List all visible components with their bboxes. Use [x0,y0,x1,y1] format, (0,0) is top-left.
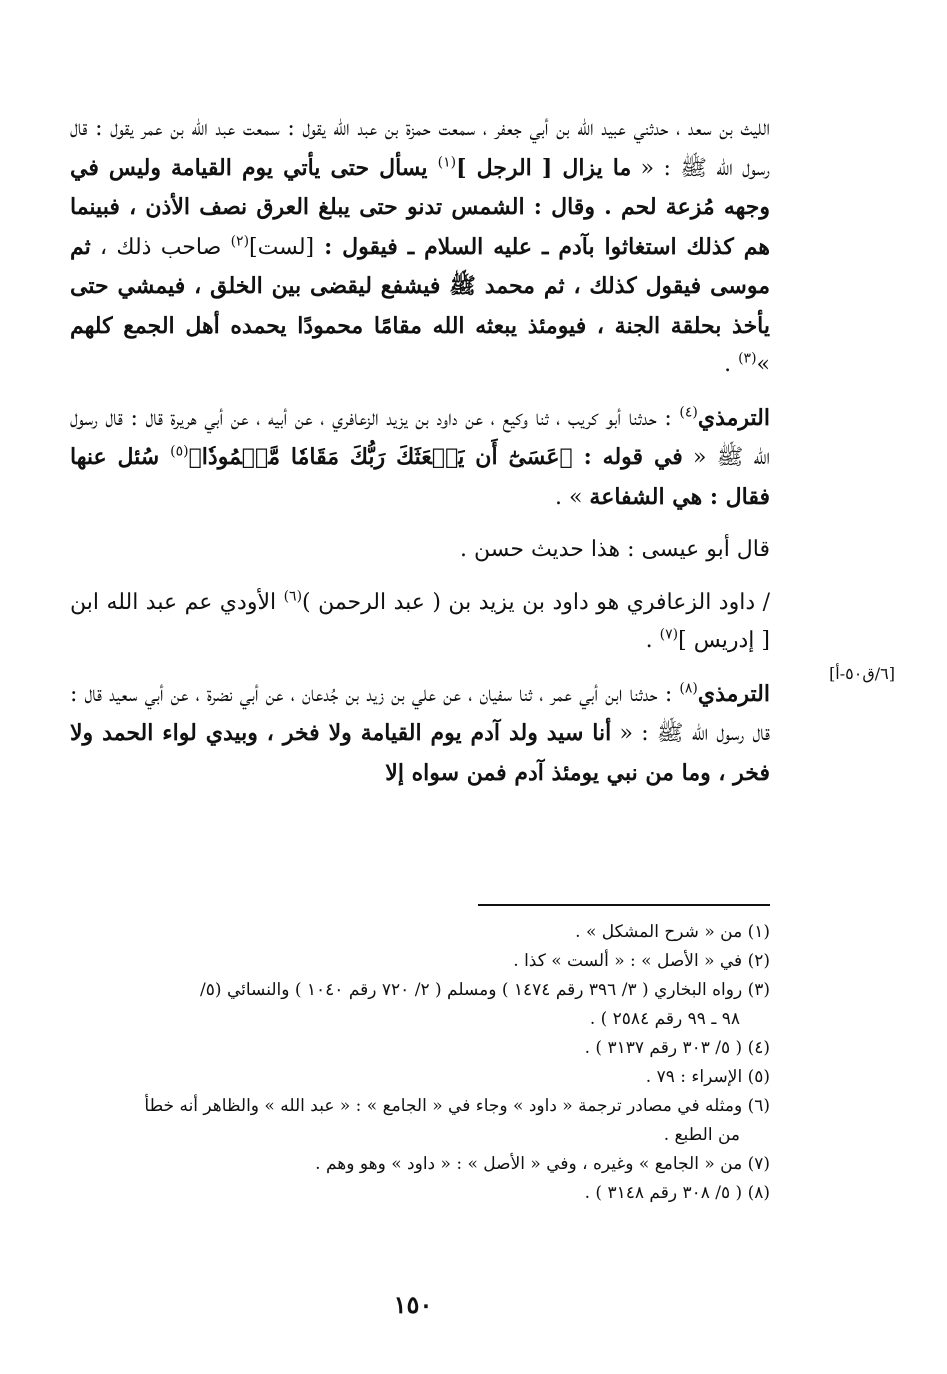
bold-text: سُئل عنها فقال : هي الشفاعة [70,444,770,510]
footnote: (٥) الإسراء : ٧٩ . [645,1067,770,1087]
text-run: . [724,352,739,377]
bold-text: ثم موسى فيقول كذلك ، ثم محمد ﷺ فيشفع ليقضى بين الخلق ، فيمشي حتى يأخذ بحلقة الجنة ، فيومئذ يبعثه الله مقامًا محمودًا يحمده أهل الجمع كلهم [70,233,770,339]
footnote-ref: (٧) [659,626,679,643]
footnote-ref: (٨) [679,680,698,697]
footnote: (٨) ( ٥/ ٣٠٨ رقم ٣١٤٨ ) . [584,1183,770,1203]
text-run: : حدثنا أبو كريب ، ثنا وكيع ، عن داود بن يزيد الزعافري ، عن أبيه ، عن أبي هريرة قال : قال رسول الله ﷺ « [70,405,770,470]
footnote-continuation: ٩٨ ـ ٩٩ رقم ٢٥٨٤ ) . [589,1009,740,1029]
footnote-ref: (٢) [230,233,250,250]
footnote: (١) من « شرح المشكل » . [575,922,770,942]
bold-text: ما يزال [ الرجل ] [456,154,632,181]
page-number: ١٥٠ [393,1290,433,1319]
text-run: » [756,352,770,377]
text-run: [لست] [249,234,315,260]
footnote-ref: (١) [437,154,457,171]
footnote: (٣) رواه البخاري ( ٣/ ٣٩٦ رقم ١٤٧٤ ) ومسلم ( ٢/ ٧٢٠ رقم ١٠٤٠ ) والنسائي (٥/ ٩٨ ـ ٩٩ رقم ٢٥٨٤ ) . [70,976,770,1034]
text-run: الأودي عم عبد الله ابن [ إدريس ] [70,589,770,653]
paragraph [70,531,770,570]
text-run: الليث بن سعد ، حدثني عبيد الله بن أبي جعفر ، سمعت حمزة بن عبد الله يقول : سمعت عبد الله بن عمر يقول : قال رسول الله ﷺ : « [70,116,770,181]
footnote: (٤) ( ٥/ ٣٠٣ رقم ٣١٣٧ ) . [584,1038,770,1058]
footnote: (٢) في « الأصل » : « ألست » كذا . [513,951,770,971]
bold-text: الترمذي [697,404,770,431]
footnote-continuation: من الطبع . [663,1125,740,1145]
manuscript-folio-marker: [٦/ق٥٠-أ] [829,664,895,683]
paragraph [70,110,770,385]
paragraph [70,399,770,518]
footnote-ref: (٣) [738,350,757,367]
bold-text: يسأل حتى يأتي يوم القيامة وليس في وجهه مُزعة لحم . وقال : الشمس تدنو حتى يبلغ العرق نصف الأذن ، فبينما هم كذلك استغاثوا بآدم ـ عليه السلام ـ فيقول : [70,154,770,260]
footnote: (٧) من « الجامع » وغيره ، وفي « الأصل » : « داود » وهو وهم . [315,1154,770,1174]
bold-text: أنا سيد ولد آدم يوم القيامة ولا فخر ، وبيدي لواء الحمد ولا فخر ، وما من نبي يومئذ آدم فمن سواه إلا [70,720,770,786]
text-run: : حدثنا ابن أبي عمر ، ثنا سفيان ، عن علي بن زيد بن جُدعان ، عن أبي نضرة ، عن أبي سعيد قال : قال رسول الله ﷺ : « [70,681,771,746]
footnote-divider [478,904,770,906]
paragraph [70,584,770,661]
paragraph [70,675,770,794]
text-run: / داود الزعافري هو داود بن يزيد بن ( عبد الرحمن ) [302,589,770,615]
footnote: (٦) ومثله في مصادر ترجمة « داود » وجاء في « الجامع » : « عبد الله » والظاهر أنه خطأ من الطبع . [70,1092,770,1150]
text-run: . [645,628,660,653]
bold-text: في قوله : ﴿عَسَىٰٓ أَن يَبۡعَثَكَ رَبُّكَ مَقَامٗا مَّحۡمُودٗا﴾ [188,444,683,470]
text-run: » . [554,484,590,510]
footnotes [70,918,770,1208]
text-run: قال أبو عيسى : هذا حديث حسن . [460,537,770,562]
footnote-ref: (٦) [283,588,303,605]
main-text [70,110,770,793]
footnote-ref: (٥) [170,443,189,460]
text-run: صاحب ذلك ، [90,234,231,260]
footnote-ref: (٤) [679,404,698,421]
bold-text: الترمذي [697,680,770,707]
